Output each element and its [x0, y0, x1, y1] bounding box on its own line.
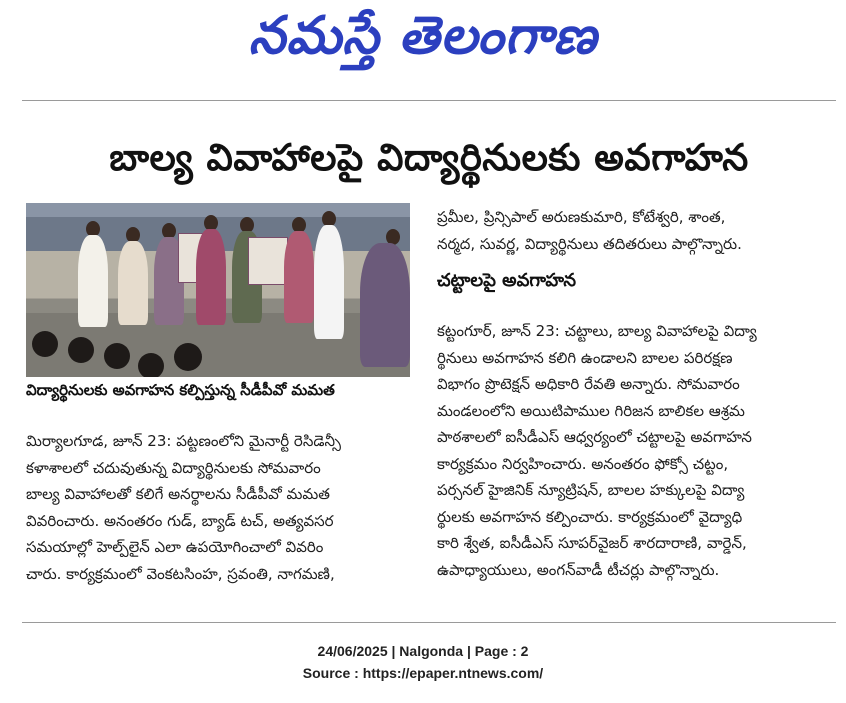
right-column — [437, 318, 827, 583]
left-line: బాల్య వివాహాలతో కలిగే అనర్థాలను సీడీపీవో మమత — [26, 485, 330, 503]
left-line: వివరించారు. అనంతరం గుడ్, బ్యాడ్ టచ్, అత్యవసర — [26, 511, 334, 530]
left-line: చారు. కార్యక్రమంలో వెంకటసింహ, స్రవంతి, నాగమణి, — [26, 564, 335, 583]
left-line: మిర్యాలగూడ, జూన్ 23: పట్టణంలోని మైనార్టీ రెసిడెన్సీ — [26, 432, 341, 450]
right-top-line: ప్రమీల, ప్రిన్సిపాల్ అరుణకుమారి, కోటేశ్వరి, శాంత, — [437, 208, 726, 226]
footer-edition: 24/06/2025 | Nalgonda | Page : 2 — [317, 643, 529, 659]
right-line: పర్సనల్ హైజినిక్ న్యూట్రిషన్, బాలల హక్కులపై విద్యా — [437, 481, 745, 499]
left-line: కళాశాలలో చదువుతున్న విద్యార్థినులకు సోమవారం — [26, 458, 321, 477]
right-line: కట్టంగూర్, జూన్ 23: చట్టాలు, బాల్య వివాహాలపై విద్యా — [437, 322, 757, 340]
right-line: కారి శ్వేత, ఐసీడీఎస్ సూపర్‌వైజర్ శారదారాణి, వార్డెన్, — [437, 534, 747, 552]
top-divider — [22, 100, 836, 101]
masthead-title: నమస్తే తెలంగాణ — [248, 6, 598, 66]
right-line: ఉపాధ్యాయులు, అంగన్‌వాడీ టీచర్లు పాల్గొన్నారు. — [437, 560, 720, 579]
right-line: ర్థినులు అవగాహన కలిగి ఉండాలని బాలల పరిరక్షణ — [437, 348, 733, 367]
footer-source: Source : https://epaper.ntnews.com/ — [302, 665, 544, 681]
right-top-line: నర్మద, సువర్ణ, విద్యార్థినులు తదితరులు పాల్గొన్నారు. — [437, 234, 742, 253]
right-line: కార్యక్రమం నిర్వహించారు. అనంతరం ఫోక్సో చట్టం, — [437, 454, 729, 473]
masthead — [0, 0, 846, 100]
bottom-divider — [22, 622, 836, 623]
right-column-top — [437, 204, 827, 257]
article-photo — [26, 203, 410, 377]
left-column — [26, 428, 410, 587]
article-subheading: చట్టాలపై అవగాహన — [437, 270, 577, 291]
photo-caption: విద్యార్థినులకు అవగాహన కల్పిస్తున్న సీడీపీవో మమత — [26, 381, 335, 399]
right-line: పాఠశాలలో ఐసీడీఎస్ ఆధ్వర్యంలో చట్టాలపై అవగాహన — [437, 428, 752, 446]
right-line: మండలంలోని అయిటిపాముల గిరిజన బాలికల ఆశ్రమ — [437, 401, 745, 420]
right-line: ర్థులకు అవగాహన కల్పించారు. కార్యక్రమంలో వైద్యాధి — [437, 507, 743, 526]
article-headline: బాల్య వివాహాలపై విద్యార్థినులకు అవగాహన — [109, 136, 749, 179]
right-line: విభాగం ప్రొటెక్షన్ అధికారి రేవతి అన్నారు. సోమవారం — [437, 375, 740, 393]
left-line: సమయాల్లో హెల్ప్‌లైన్ ఎలా ఉపయోగించాలో వివరిం — [26, 538, 324, 556]
